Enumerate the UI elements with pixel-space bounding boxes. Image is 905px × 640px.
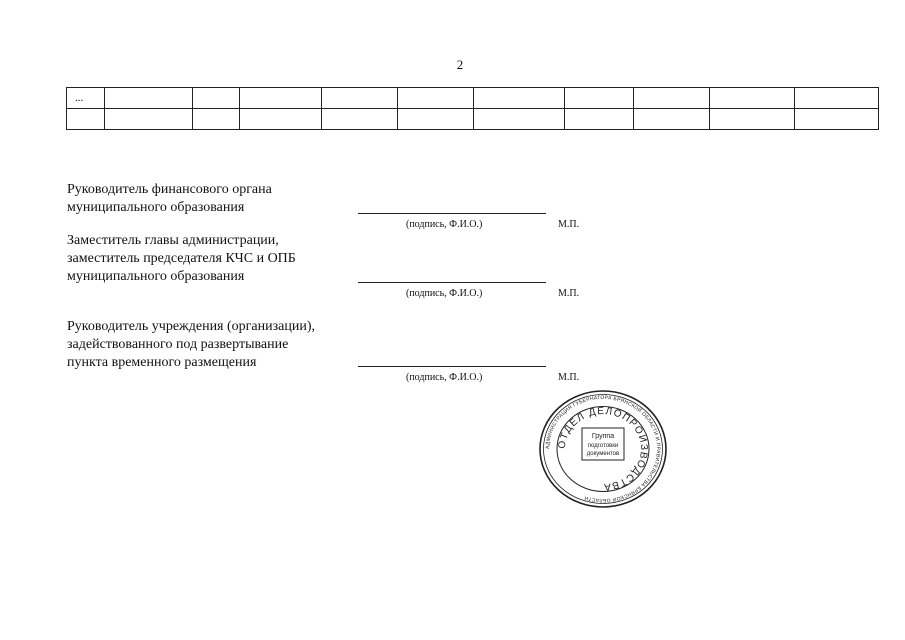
stamp-center-line: подготовки (587, 443, 619, 449)
signatory-title-deputy-head (67, 232, 296, 286)
signature-caption: (подпись, Ф.И.О.) (406, 219, 483, 230)
table-cell (240, 109, 322, 130)
page-number: 2 (456, 57, 464, 72)
seal-mark: М.П. (558, 288, 580, 299)
table-cell (565, 109, 634, 130)
table-cell (105, 109, 193, 130)
signatory-title-line: заместитель председателя КЧС и ОПБ (67, 251, 296, 266)
signatory-title-line: Заместитель главы администрации, (67, 233, 279, 248)
table-cell (193, 88, 240, 109)
table-cell (322, 109, 398, 130)
signature-line (358, 213, 546, 214)
signature-line (358, 366, 546, 367)
table-cell (474, 88, 565, 109)
signatory-title-line: Руководитель учреждения (организации), (67, 319, 315, 334)
stamp-outer-text: АДМИНИСТРАЦИЯ ГУБЕРНАТОРА БРЯНСКОЙ ОБЛАСТИ И ПРАВИТЕЛЬСТВА БРЯНСКОЙ ОБЛАСТИ (544, 394, 662, 504)
table-cell (105, 88, 193, 109)
table-cell (634, 88, 710, 109)
table-cell: ... (67, 88, 105, 109)
data-table (66, 87, 879, 130)
table-cell (193, 109, 240, 130)
table-row (67, 88, 879, 109)
signatory-title-line: Руководитель финансового органа (67, 182, 272, 197)
seal-mark: М.П. (558, 372, 580, 383)
table-row (67, 109, 879, 130)
table-cell (398, 88, 474, 109)
table-cell (322, 88, 398, 109)
table-cell (565, 88, 634, 109)
signatory-title-institution-head (67, 318, 315, 372)
signatory-title-line: задействованного под развертывание (67, 337, 289, 352)
signatory-title-line: пункта временного размещения (67, 355, 257, 370)
signature-caption: (подпись, Ф.И.О.) (406, 288, 483, 299)
signatory-title-line: муниципального образования (67, 200, 245, 215)
table-cell (474, 109, 565, 130)
signatory-title-line: муниципального образования (67, 269, 245, 284)
seal-mark: М.П. (558, 219, 580, 230)
table-cell (710, 88, 795, 109)
signature-caption: (подпись, Ф.И.О.) (406, 372, 483, 383)
table-cell (795, 109, 879, 130)
signatory-title-finance (67, 181, 272, 217)
table-cell (240, 88, 322, 109)
stamp-center-line: Группа (591, 433, 615, 440)
table-cell (634, 109, 710, 130)
signature-line (358, 282, 546, 283)
table-cell (398, 109, 474, 130)
stamp-inner-text: ОТДЕЛ ДЕЛОПРОИЗВОДСТВА (556, 405, 650, 493)
table-cell (795, 88, 879, 109)
official-stamp (537, 389, 669, 509)
table-cell (710, 109, 795, 130)
table-cell (67, 109, 105, 130)
stamp-center-line: документов (586, 451, 620, 457)
